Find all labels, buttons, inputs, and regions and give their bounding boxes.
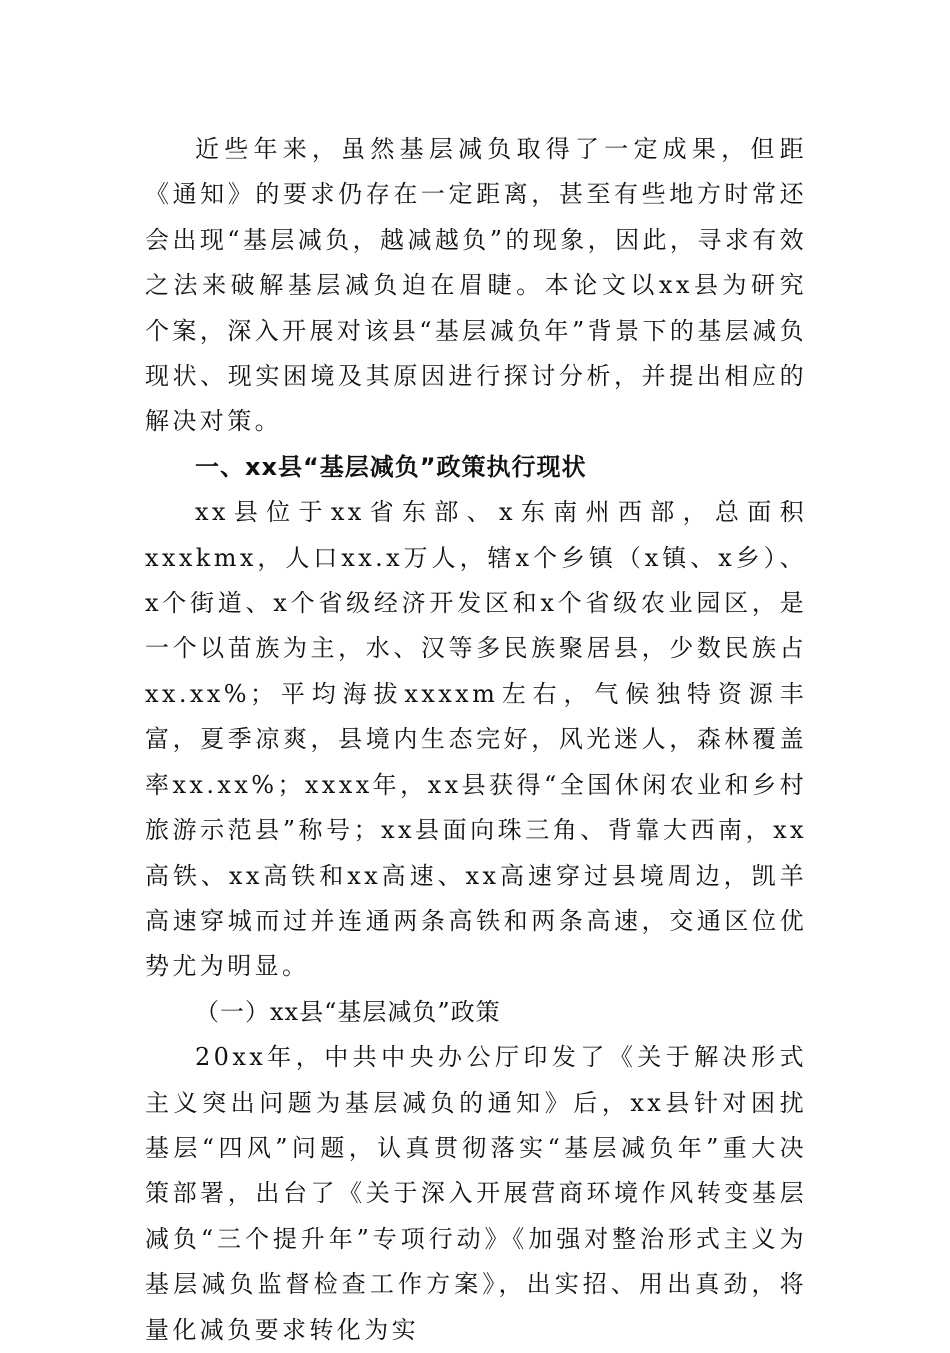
county-overview-paragraph: xx县位于xx省东部、x东南州西部，总面积xxxkmx，人口xx.x万人，辖x个乡镇（x镇、x乡）、x个街道、x个省级经济开发区和x个省级农业园区，是一个以苗族为主，水、汉等多民族聚居县，少数民族占xx.xx%；平均海拔xxxxm左右，气候独特资源丰富，夏季凉爽，县境内生态完好，风光迷人，森林覆盖率xx.xx%；xxxx年，xx县获得“全国休闲农业和乡村旅游示范县”称号；xx县面向珠三角、背靠大西南，xx高铁、xx高铁和xx高速、xx高速穿过县境周边，凯羊高速穿城而过并连通两条高铁和两条高速，交通区位优势尤为明显。 xyxy=(145,498,807,981)
document-page xyxy=(145,127,807,1353)
intro-paragraph: 近些年来，虽然基层减负取得了一定成果，但距《通知》的要求仍存在一定距离，甚至有些地方时常还会出现“基层减负，越减越负”的现象，因此，寻求有效之法来破解基层减负迫在眉睫。本论文以xx县为研究个案，深入开展对该县“基层减负年”背景下的基层减负现状、现实困境及其原因进行探讨分析，并提出相应的解决对策。 xyxy=(145,135,807,436)
subsection-heading-1: （一）xx县“基层减负”政策 xyxy=(195,997,501,1026)
policy-paragraph: 20xx年，中共中央办公厅印发了《关于解决形式主义突出问题为基层减负的通知》后，xx县针对困扰基层“四风”问题，认真贯彻落实“基层减负年”重大决策部署，出台了《关于深入开展营商环境作风转变基层减负“三个提升年”专项行动》《加强对整治形式主义为基层减负监督检查工作方案》，出实招、用出真劲，将量化减负要求转化为实 xyxy=(145,1043,807,1344)
section-heading-1: 一、xx县“基层减负”政策执行现状 xyxy=(195,452,587,481)
